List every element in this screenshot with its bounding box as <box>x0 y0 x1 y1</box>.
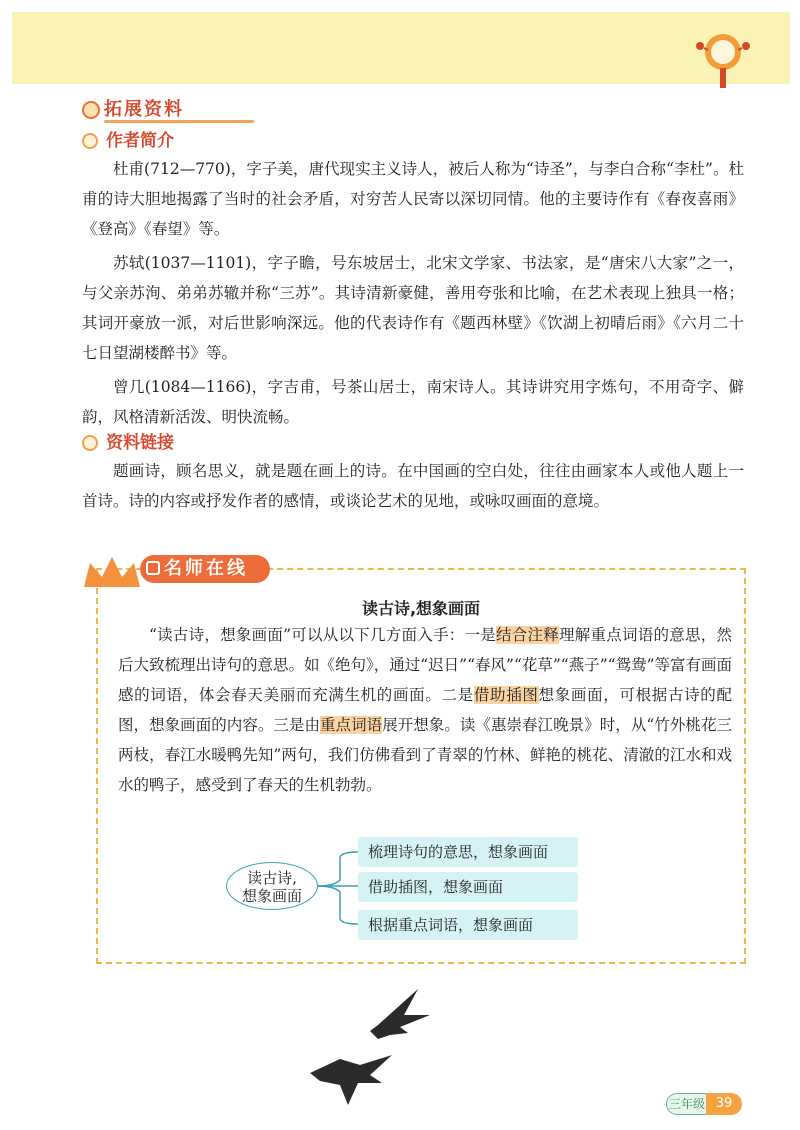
mindmap-branch-1: 梳理诗句的意思，想象画面 <box>358 837 578 867</box>
teacher-box-title: 读古诗,想象画面 <box>361 599 481 618</box>
swallows-illustration <box>300 985 440 1115</box>
highlight-keywords: 重点词语 <box>320 716 383 734</box>
material-link-paragraph: 题画诗，顾名思义，就是题在画上的诗。在中国画的空白处，往往由画家本人或他人题上一首诗。诗的内容或抒发作者的感情，或谈论艺术的见地，或咏叹画面的意境。 <box>82 462 744 510</box>
section-underline <box>104 120 254 123</box>
book-icon <box>82 101 100 119</box>
material-link-heading: 资料链接 <box>106 433 174 453</box>
author-paragraph-sushi: 苏轼(1037—1101)，字子瞻，号东坡居士，北宋文学家、书法家，是“唐宋八大家”之一，与父亲苏洵、弟弟苏辙并称“三苏”。其诗清新豪健，善用夸张和比喻，在艺术表现上独具一格；其词开豪放一派，对后世影响深远。他的代表诗作有《题西林壁》《饮湖上初晴后雨》《六月二十七日望湖楼醉书》等。 <box>82 254 744 362</box>
mindmap-branch-2: 借助插图，想象画面 <box>358 872 578 902</box>
teacher-box-paragraph <box>118 620 732 800</box>
text-run: “读古诗，想象画面”可以从以下几方面入手：一是 <box>149 626 497 644</box>
highlight-annotation: 结合注释 <box>496 626 560 644</box>
grade-label: 三年级 <box>666 1093 708 1115</box>
author-intro-heading: 作者简介 <box>106 131 174 151</box>
mindmap-center <box>226 862 318 910</box>
author-paragraph-zengji: 曾几(1084—1166)，字吉甫，号茶山居士，南宋诗人。其诗讲究用字炼句，不用奇字、僻韵，风格清新活泼、明快流畅。 <box>82 378 744 426</box>
person-icon <box>82 133 98 149</box>
section-title: 拓展资料 <box>104 99 184 120</box>
highlight-illustration: 借助插图 <box>473 686 539 704</box>
teacher-online-label <box>140 555 270 583</box>
top-banner <box>12 12 790 84</box>
chat-icon <box>146 561 160 575</box>
text-run: 展开想象。读《惠崇春江晚景》时，从“竹外桃花三两枝，春江水暖鸭先知”两句，我们仿佛看到了青翠的竹林、鲜艳的桃花、清澈的江水和戏水的鸭子，感受到了春天的生机勃勃。 <box>118 716 732 794</box>
section-header <box>80 98 260 122</box>
mindmap-center-line1: 读古诗, <box>247 869 297 887</box>
crown-icon <box>80 555 144 591</box>
text-run: 想象画面，可根据古诗的配图，想象画面的内容。三是由 <box>118 686 732 734</box>
rattle-drum-icon <box>692 28 754 90</box>
teacher-online-label-text: 名师在线 <box>164 558 248 579</box>
mindmap-branch-3: 根据重点词语，想象画面 <box>358 910 578 940</box>
page-number: 39 <box>706 1093 742 1115</box>
page-footer-badge <box>666 1093 742 1115</box>
author-paragraph-dufu: 杜甫(712—770)，字子美，唐代现实主义诗人，被后人称为“诗圣”，与李白合称“李杜”。杜甫的诗大胆地揭露了当时的社会矛盾，对穷苦人民寄以深切同情。他的主要诗作有《春夜喜雨》《登高》《春望》等。 <box>82 160 744 238</box>
link-icon <box>82 435 98 451</box>
text-run: 理解重点词语的意思，然后大致梳理出诗句的意思。如《绝句》，通过“迟日”“春风”“花草”“燕子”“鸳鸯”等富有画面感的词语，体会春天美丽而充满生机的画面。二是 <box>118 626 732 704</box>
mindmap-center-line2: 想象画面 <box>241 887 302 905</box>
